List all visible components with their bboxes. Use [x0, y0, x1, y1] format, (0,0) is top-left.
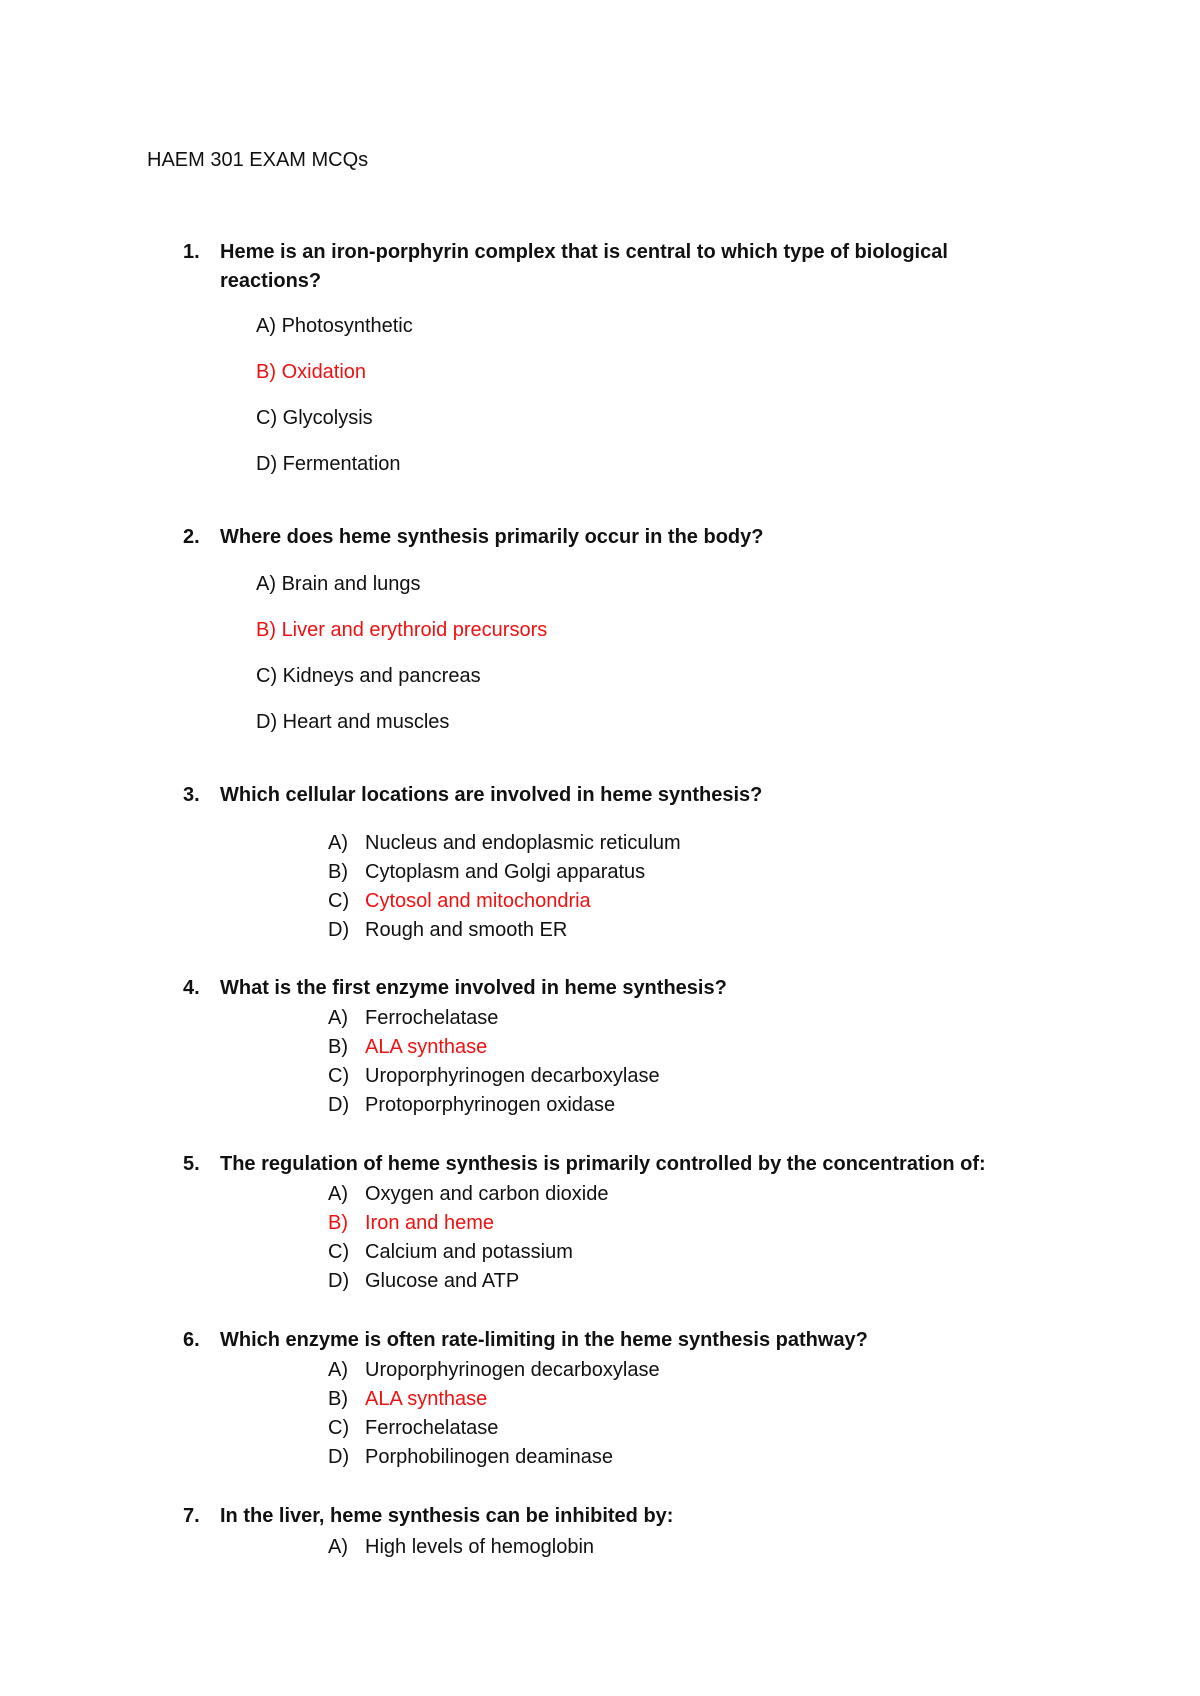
option-text: Glycolysis — [282, 407, 373, 429]
option-letter: D) — [328, 919, 350, 941]
option-text: Oxidation — [281, 361, 367, 383]
question-text: Which cellular locations are involved in heme synthesis? — [220, 784, 763, 806]
question-number: 4. — [183, 977, 200, 999]
question-number: 1. — [183, 241, 200, 263]
q2-option-c — [256, 663, 481, 689]
option-letter: A) — [256, 315, 276, 337]
option-text: Heart and muscles — [282, 711, 450, 733]
question-text: Which enzyme is often rate-limiting in the heme synthesis pathway? — [220, 1329, 868, 1351]
question-number: 5. — [183, 1153, 200, 1175]
option-letter: A) — [328, 1359, 348, 1381]
option-letter: D) — [256, 711, 278, 733]
question-text: Heme is an iron-porphyrin complex that is central to which type of biological reactions? — [220, 241, 948, 292]
option-text: Cytosol and mitochondria — [365, 890, 591, 912]
option-letter: D) — [328, 1270, 350, 1292]
option-letter: A) — [328, 832, 348, 854]
q1-option-a — [256, 313, 413, 339]
option-text: Calcium and potassium — [365, 1241, 573, 1263]
option-text: Photosynthetic — [281, 315, 413, 337]
question-text: What is the first enzyme involved in heme synthesis? — [220, 977, 727, 999]
option-letter: B) — [328, 861, 348, 883]
option-text: High levels of hemoglobin — [365, 1536, 595, 1558]
option-letter: D) — [328, 1094, 350, 1116]
option-text: Rough and smooth ER — [365, 919, 568, 941]
option-letter: A) — [328, 1183, 348, 1205]
option-letter: C) — [328, 890, 350, 912]
option-text: Fermentation — [282, 453, 401, 475]
question-number: 3. — [183, 784, 200, 806]
option-letter: D) — [256, 453, 278, 475]
option-letter: C) — [328, 1065, 350, 1087]
option-text: Porphobilinogen deaminase — [365, 1446, 613, 1468]
option-text: Protoporphyrinogen oxidase — [365, 1094, 616, 1116]
q1-option-d — [256, 451, 401, 477]
option-text: Glucose and ATP — [365, 1270, 520, 1292]
option-letter: B) — [328, 1388, 348, 1410]
option-letter: C) — [256, 407, 278, 429]
option-letter: A) — [256, 573, 276, 595]
option-text: Nucleus and endoplasmic reticulum — [365, 832, 681, 854]
option-text: ALA synthase — [365, 1388, 488, 1410]
option-letter: B) — [256, 361, 276, 383]
option-text: Uroporphyrinogen decarboxylase — [365, 1065, 660, 1087]
option-text: Cytoplasm and Golgi apparatus — [365, 861, 646, 883]
option-letter: C) — [328, 1417, 350, 1439]
option-letter: D) — [328, 1446, 350, 1468]
option-text: Iron and heme — [365, 1212, 494, 1234]
option-letter: A) — [328, 1536, 348, 1558]
option-text: Ferrochelatase — [365, 1417, 499, 1439]
option-letter: C) — [328, 1241, 350, 1263]
q2-option-a — [256, 571, 421, 597]
option-letter: B) — [256, 619, 276, 641]
q2-option-b-correct — [256, 617, 547, 643]
option-letter: C) — [256, 665, 278, 687]
question-number: 6. — [183, 1329, 200, 1351]
option-text: ALA synthase — [365, 1036, 488, 1058]
question-text: Where does heme synthesis primarily occur in the body? — [220, 526, 764, 548]
document-title: HAEM 301 EXAM MCQs — [147, 149, 369, 171]
option-text: Ferrochelatase — [365, 1007, 499, 1029]
option-letter: B) — [328, 1036, 348, 1058]
question-text: The regulation of heme synthesis is primarily controlled by the concentration of: — [220, 1153, 986, 1175]
q2-option-d — [256, 709, 449, 735]
option-text: Oxygen and carbon dioxide — [365, 1183, 609, 1205]
option-letter: B) — [328, 1212, 348, 1234]
option-text: Brain and lungs — [281, 573, 421, 595]
question-text: In the liver, heme synthesis can be inhibited by: — [220, 1505, 674, 1527]
q1-option-c — [256, 405, 373, 431]
option-text: Liver and erythroid precursors — [281, 619, 548, 641]
option-text: Uroporphyrinogen decarboxylase — [365, 1359, 660, 1381]
option-letter: A) — [328, 1007, 348, 1029]
question-number: 2. — [183, 526, 200, 548]
option-text: Kidneys and pancreas — [282, 665, 481, 687]
question-number: 7. — [183, 1505, 200, 1527]
q1-option-b-correct — [256, 359, 366, 385]
